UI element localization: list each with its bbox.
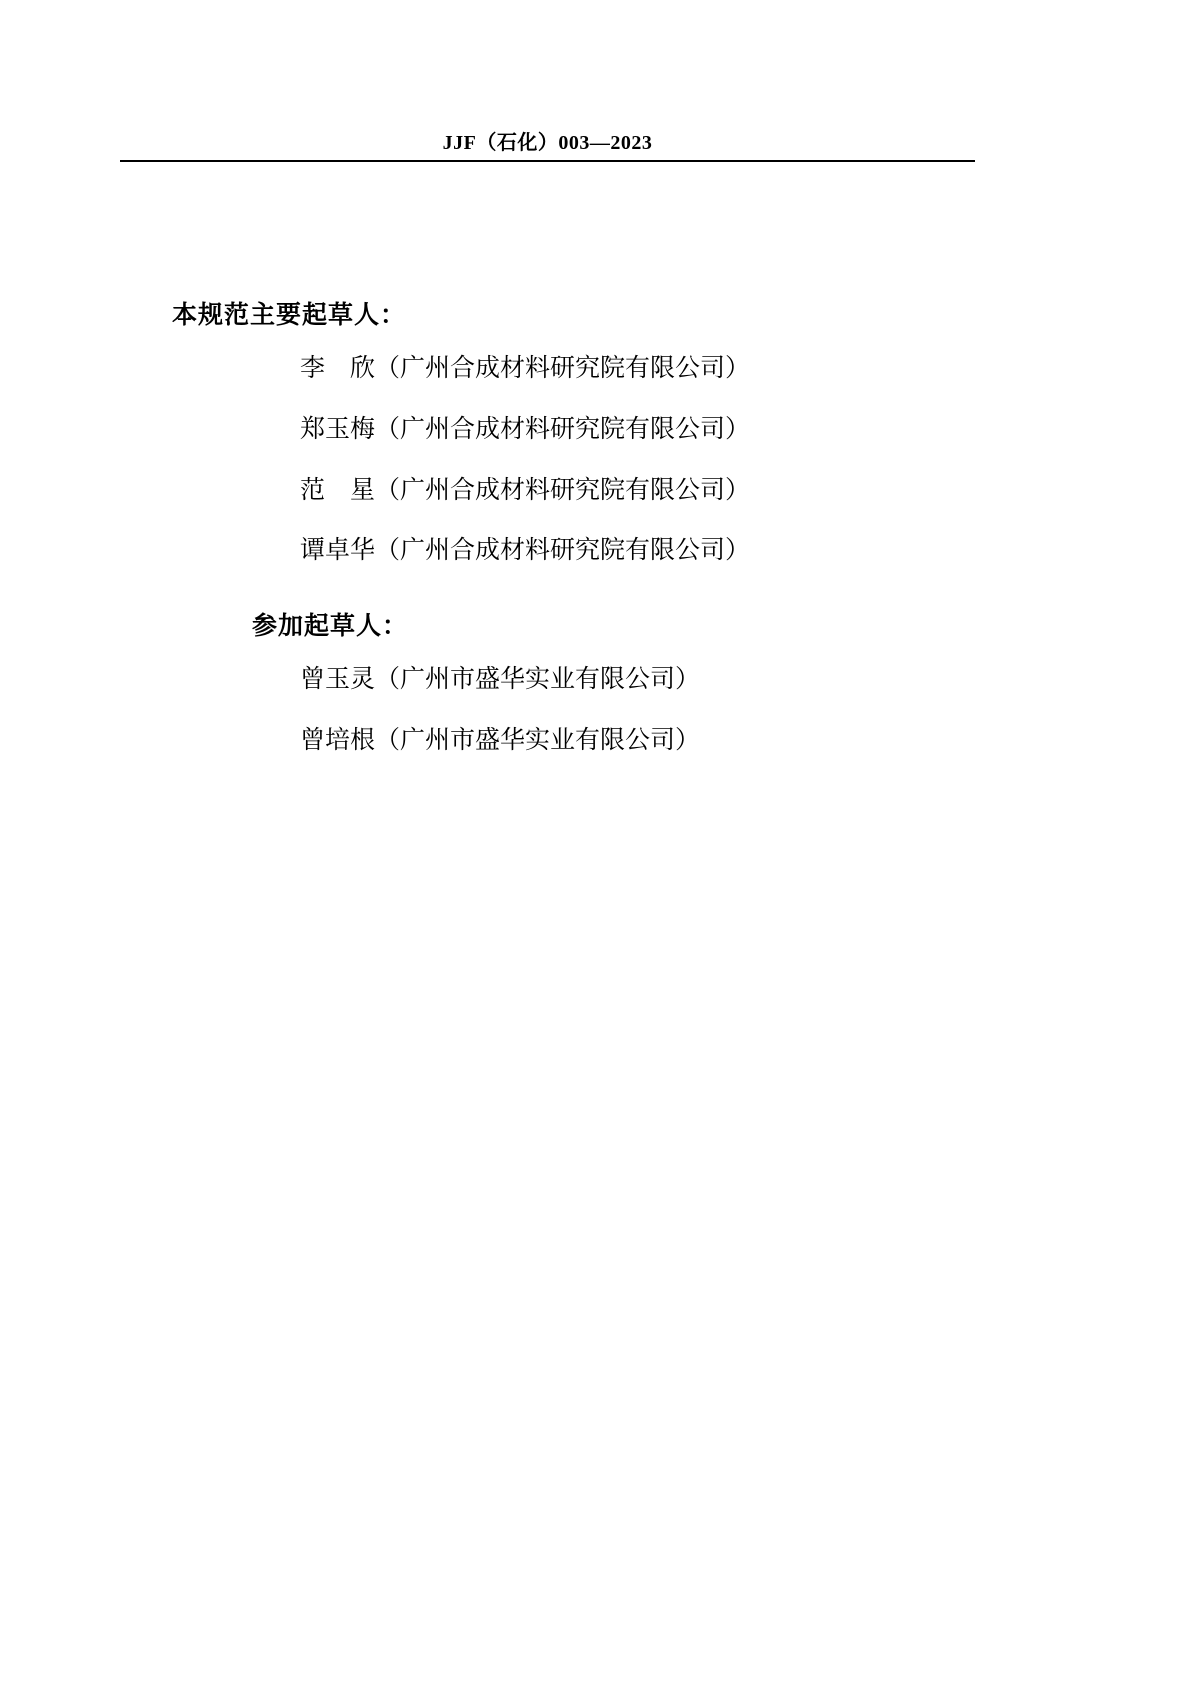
list-item: 郑玉梅（广州合成材料研究院有限公司） [300, 415, 751, 443]
header-divider [120, 160, 975, 162]
list-item: 曾培根（广州市盛华实业有限公司） [300, 726, 701, 754]
document-body [0, 295, 1191, 778]
section-title-main-drafters: 本规范主要起草人： [172, 300, 407, 329]
page-header-title: JJF（石化）003—2023 [442, 132, 653, 154]
list-item: 曾玉灵（广州市盛华实业有限公司） [300, 666, 701, 693]
list-item: 谭卓华（广州合成材料研究院有限公司） [300, 537, 751, 565]
list-item: 范 星（广州合成材料研究院有限公司） [300, 476, 751, 504]
section-title-participating-drafters: 参加起草人： [252, 611, 409, 640]
list-item: 李 欣（广州合成材料研究院有限公司） [300, 355, 751, 382]
